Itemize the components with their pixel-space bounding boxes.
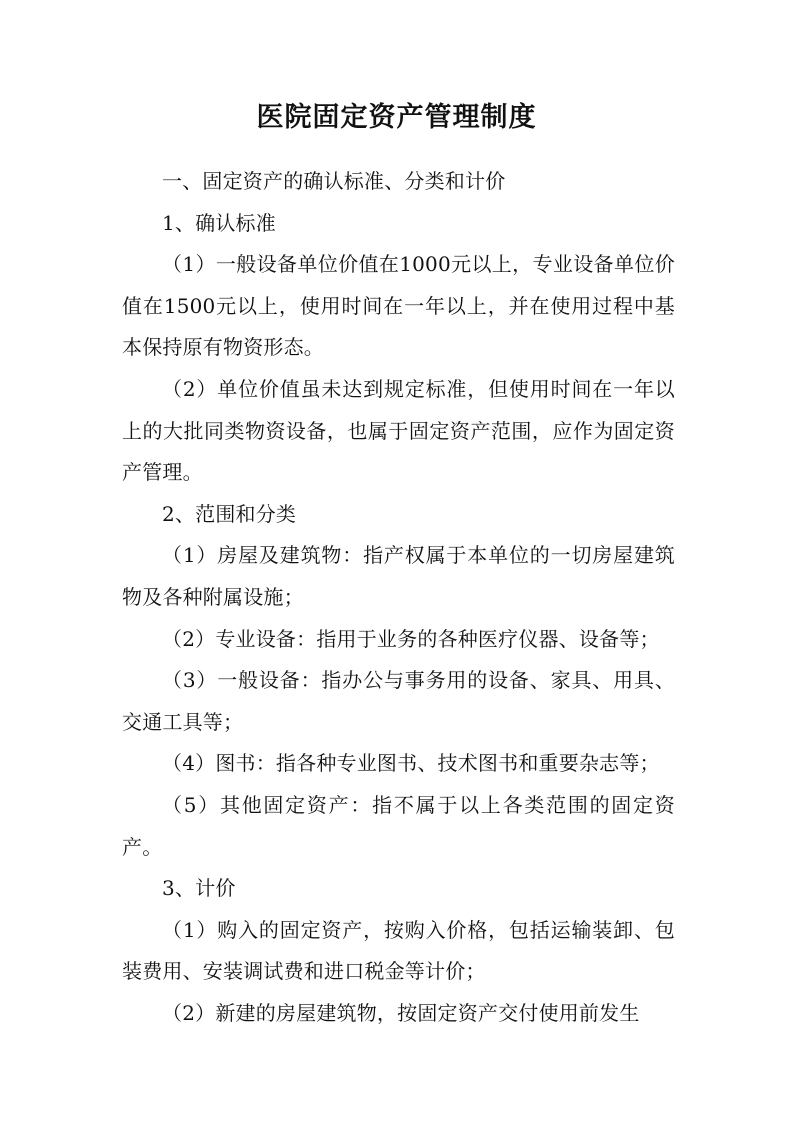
paragraph: （3）一般设备：指办公与事务用的设备、家具、用具、交通工具等； — [122, 668, 675, 734]
paragraph: （2）单位价值虽未达到规定标准，但使用时间在一年以上的大批同类物资设备，也属于固定资产范围，应作为固定资产管理。 — [122, 376, 675, 485]
paragraph: （2）新建的房屋建筑物，按固定资产交付使用前发生 — [162, 1000, 640, 1025]
paragraph: （1）房屋及建筑物：指产权属于本单位的一切房屋建筑物及各种附属设施； — [122, 543, 675, 609]
paragraph: （1）一般设备单位价值在1000元以上，专业设备单位价值在1500元以上，使用时间在一年以上，并在使用过程中基本保持原有物资形态。 — [122, 252, 675, 360]
paragraph: （5）其他固定资产：指不属于以上各类范围的固定资产。 — [122, 792, 675, 859]
document-title: 医院固定资产管理制度 — [256, 102, 537, 133]
subsection-heading: 3、计价 — [162, 876, 236, 901]
subsection-heading: 2、范围和分类 — [162, 501, 297, 526]
paragraph: （2）专业设备：指用于业务的各种医疗仪器、设备等； — [162, 626, 660, 651]
paragraph: （1）购入的固定资产，按购入价格，包括运输装卸、包装费用、安装调试费和进口税金等计价； — [122, 917, 675, 984]
paragraph: （4）图书：指各种专业图书、技术图书和重要杂志等； — [162, 751, 660, 776]
subsection-heading: 1、确认标准 — [162, 210, 276, 235]
document-body — [122, 161, 675, 1034]
section-heading: 一、固定资产的确认标准、分类和计价 — [162, 169, 506, 193]
